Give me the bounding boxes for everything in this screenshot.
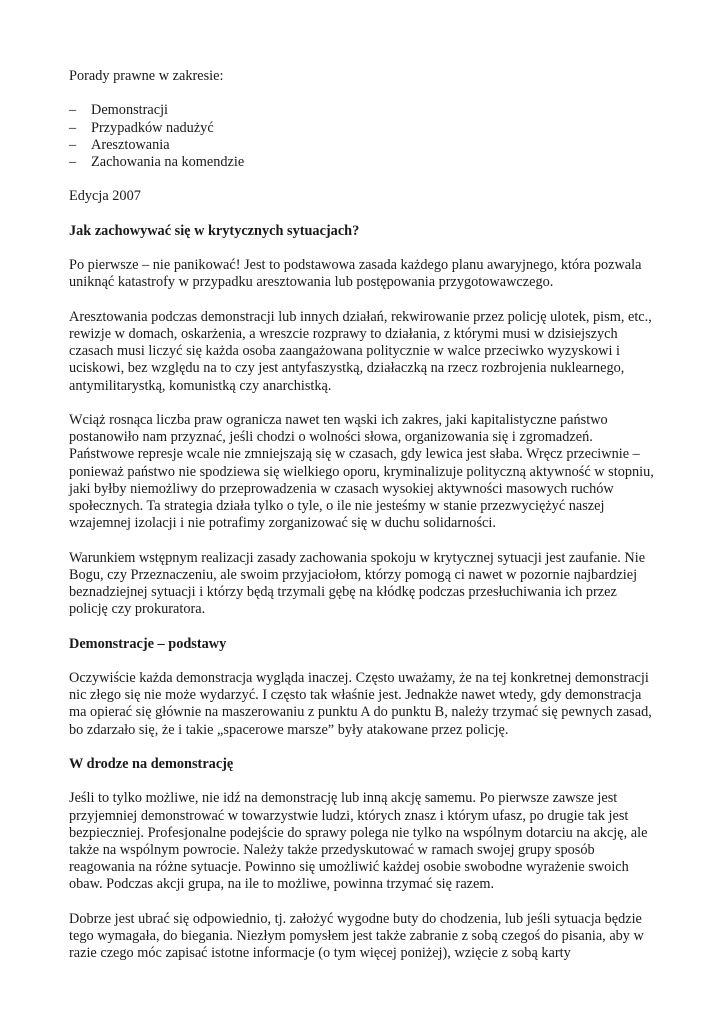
section-heading-on-the-way: W drodze na demonstrację xyxy=(69,755,234,772)
paragraph: Warunkiem wstępnym realizacji zasady zachowania spokoju w krytycznej sytuacji jest zaufanie. Nie Bogu, czy Przeznaczeniu, ale swoim przyjaciołom, którzy pomogą ci nawet w pozornie najbardziej beznadziejnej sytuacji i którzy będą trzymali gębę na kłódkę podczas przesłuchiwania ich przez policję czy prokuratora. xyxy=(69,549,646,618)
paragraph: Dobrze jest ubrać się odpowiednio, tj. założyć wygodne buty do chodzenia, lub jeśli sytuacja będzie tego wymagała, do biegania. Niezłym pomysłem jest także zabranie z sobą czegoś do pisania, aby w razie czego móc zapisać istotne informacje (o tym więcej poniżej), wzięcie z sobą karty xyxy=(69,910,644,962)
edition-label: Edycja 2007 xyxy=(69,188,141,205)
dash-bullet: – xyxy=(69,119,77,136)
paragraph: Po pierwsze – nie panikować! Jest to podstawowa zasada każdego planu awaryjnego, która pozwala uniknąć katastrofy w przypadku aresztowania lub postępowania przygotowawczego. xyxy=(69,257,642,291)
paragraph: Wciąż rosnąca liczba praw ogranicza nawet ten wąski ich zakres, jaki kapitalistyczne państwo postanowiło nam przyznać, jeśli chodzi o wolności słowa, organizowania się i zgromadzeń. Państwowe represje wcale nie zmniejszają się w czasach, gdy lewica jest słaba. Wręcz przeciwnie – ponieważ państwo nie spodziewa się wielkiego oporu, kryminalizuje polityczną aktywność w stopniu, jaki byłby niemożliwy do przeprowadzenia w czasach wysokiej aktywności masowych ruchów społecznych. Ta strategia działa tylko o tyle, o ile nie jesteśmy w stanie przezwyciężyć naszej wzajemnej izolacji i nie potrafimy zorganizować się w duchu solidarności. xyxy=(69,411,654,532)
list-item xyxy=(69,154,659,171)
paragraph: Aresztowania podczas demonstracji lub innych działań, rekwirowanie przez policję ulotek, pism, etc., rewizje w domach, oskarżenia, a wreszcie rozprawy to działania, z którymi musi w dzisiejszych czasach musi liczyć się każda osoba zaangażowana politycznie w walce przeciwko wyzyskowi i uciskowi, bez względu na to czy jest antyfaszystką, działaczką na rzecz rozbrojenia nuklearnego, antymilitarystką, komunistką czy anarchistką. xyxy=(69,308,652,394)
paragraph: Jeśli to tylko możliwe, nie idź na demonstrację lub inną akcję samemu. Po pierwsze zawsze jest przyjemniej demonstrować w towarzystwie ludzi, których znasz i którym ufasz, po drugie tak jest bezpieczniej. Profesjonalne podejście do sprawy polega nie tylko na wspólnym dotarciu na akcję, ale także na wspólnym powrocie. Należy także przedyskutować w ramach swojej grupy sposób reagowania na różne sytuacje. Powinno się umożliwić każdej osobie swobodne wyrażenie swoich obaw. Podczas akcji grupa, na ile to możliwe, powinna trzymać się razem. xyxy=(69,790,648,893)
list-item xyxy=(69,102,659,119)
list-item-text: Demonstracji xyxy=(91,102,169,119)
dash-bullet: – xyxy=(69,102,77,119)
list-item xyxy=(69,137,659,154)
document-page xyxy=(69,68,659,980)
section-heading-demonstrations-basics: Demonstracje – podstawy xyxy=(69,635,227,652)
dash-bullet: – xyxy=(69,136,77,153)
dash-bullet: – xyxy=(69,154,77,170)
paragraph: Oczywiście każda demonstracja wygląda inaczej. Często uważamy, że na tej konkretnej demonstracji nic złego się nie może wydarzyć. I często tak właśnie jest. Jednakże nawet wtedy, gdy demonstracja ma opierać się głównie na maszerowaniu z punktu A do punktu B, należy trzymać się pewnych zasad, bo zdarzało się, że i takie „spacerowe marsze” były atakowane przez policję. xyxy=(69,669,652,738)
topics-list xyxy=(69,102,659,171)
list-item-text: Aresztowania xyxy=(91,136,170,153)
list-item-text: Przypadków nadużyć xyxy=(91,119,214,136)
intro-text: Porady prawne w zakresie: xyxy=(69,68,224,84)
section-heading-critical-situations: Jak zachowywać się w krytycznych sytuacjach? xyxy=(69,222,360,239)
list-item-text: Zachowania na komendzie xyxy=(91,154,245,170)
list-item xyxy=(69,120,659,137)
